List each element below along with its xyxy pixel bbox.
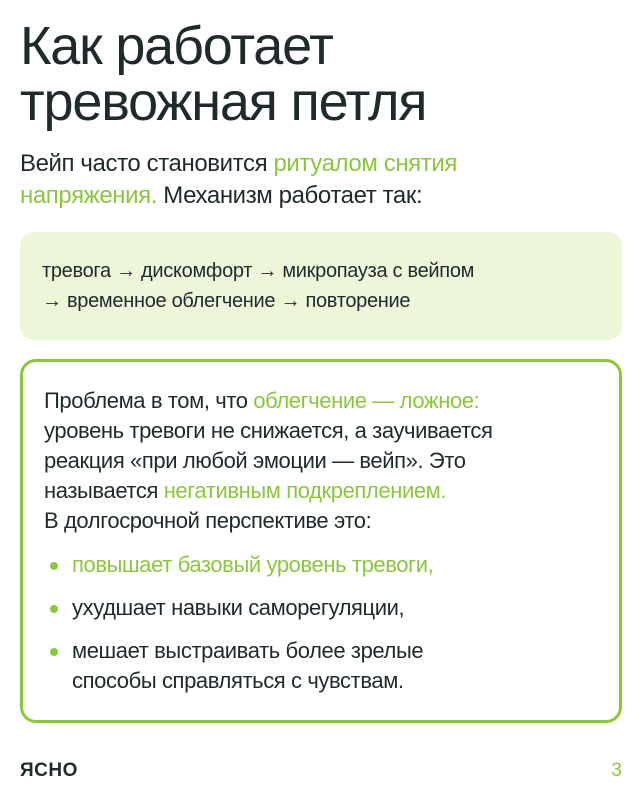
list-item-text: ухудшает навыки саморегуляции,	[72, 595, 405, 620]
bullet-dot-icon	[50, 648, 58, 656]
intro-highlight: напряжения.	[20, 182, 157, 209]
intro-text: Вейп часто становится	[20, 150, 274, 177]
problem-line-1	[44, 386, 599, 416]
intro-highlight: ритуалом снятия	[273, 150, 457, 177]
consequences-list	[44, 550, 599, 696]
page-title	[20, 18, 620, 130]
page-title-line-1: Как работает	[20, 16, 333, 76]
flow-line-1: тревога → дискомфорт → микропауза с вейпом	[42, 260, 475, 282]
intro-paragraph	[20, 148, 620, 212]
problem-text: Проблема в том, что	[44, 388, 254, 413]
bullet-dot-icon	[50, 562, 58, 570]
loop-flow-box	[20, 232, 622, 340]
page-title-line-2: тревожная петля	[20, 72, 427, 132]
problem-line-3: реакция «при любой эмоции — вейп». Это	[44, 448, 466, 473]
list-item	[44, 593, 599, 623]
list-item	[44, 550, 599, 580]
intro-text: Механизм работает так:	[157, 182, 423, 209]
problem-box	[20, 359, 622, 723]
problem-text: называется	[44, 478, 164, 503]
list-item	[44, 636, 599, 696]
flow-line-2: → временное облегчение → повторение	[42, 290, 411, 312]
problem-highlight: негативным подкреплением.	[163, 478, 447, 503]
intro-line-1	[20, 148, 620, 180]
brand-logo: ЯСНО	[20, 760, 78, 781]
list-item-text: мешает выстраивать более зрелые	[72, 638, 424, 663]
problem-line-4	[44, 476, 599, 506]
problem-line-5: В долгосрочной перспективе это:	[44, 508, 372, 533]
bullet-dot-icon	[50, 605, 58, 613]
page-number: 3	[611, 760, 622, 781]
list-item-text: способы справляться с чувствам.	[72, 668, 404, 693]
problem-highlight: облегчение — ложное:	[253, 388, 480, 413]
problem-line-2: уровень тревоги не снижается, а заучивается	[44, 418, 493, 443]
list-item-text: повышает базовый уровень тревоги,	[72, 552, 434, 577]
intro-line-2	[20, 180, 620, 212]
